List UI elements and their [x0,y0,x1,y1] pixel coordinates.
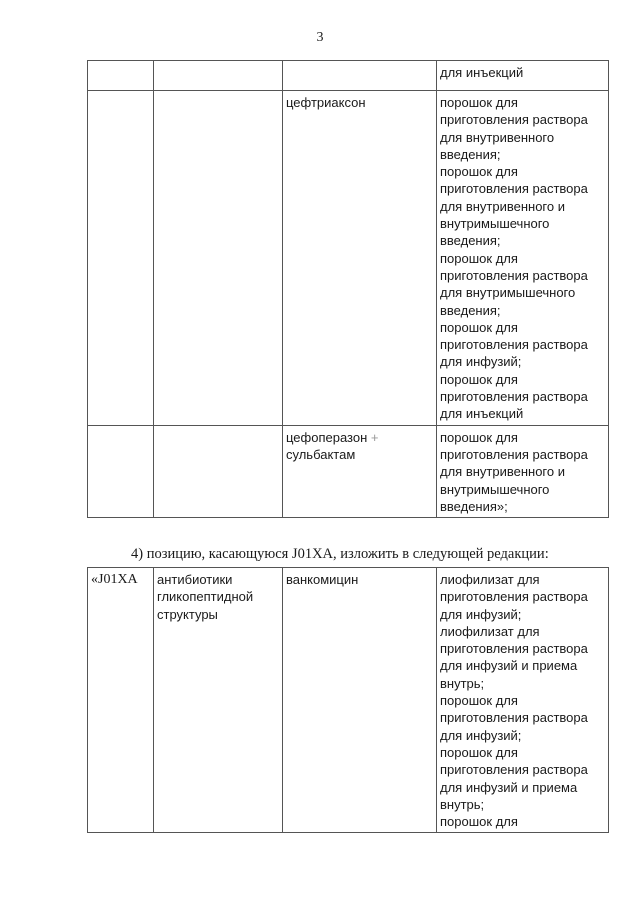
form-line: приготовления раствора [440,710,588,726]
forms-cell [437,568,609,833]
group-cell [154,91,283,426]
group-cell [154,61,283,91]
code-cell [88,61,154,91]
form-line: введения»; [440,498,508,514]
group-cell [154,425,283,517]
forms-cell [437,61,609,91]
form-line: для инфузий и приема [440,658,578,674]
code-cell [88,91,154,426]
table-row [88,91,609,426]
form-line: внутримышечного [440,216,550,232]
form-line: для внутривенного и [440,464,565,480]
drug-name-line2: сульбактам [286,446,356,462]
drug-table-j01xa [87,567,609,833]
form-line: приготовления раствора [440,589,588,605]
form-line: лиофилизат для [440,572,540,587]
drug-table-continued [87,60,609,518]
table-row [88,425,609,517]
form-line: порошок для [440,371,518,387]
form-line: приготовления раствора [440,762,588,778]
form-line: приготовления раствора [440,446,588,462]
form-line: порошок для [440,429,518,445]
form-line: приготовления раствора [440,181,588,197]
form-line: порошок для [440,250,518,266]
form-line: приготовления раствора [440,267,588,283]
code-cell [88,425,154,517]
form-line: антибиотики [157,572,233,587]
table-row [88,568,609,833]
form-line: для инъекций [440,65,524,80]
forms-cell [437,91,609,426]
forms-cell [437,425,609,517]
form-line: для инъекций [440,406,524,422]
drug-cell [283,61,437,91]
form-line: для инфузий; [440,727,522,743]
form-line: порошок для [440,744,518,760]
form-line: введения; [440,233,501,249]
code-cell [88,568,154,833]
form-line: порошок для [440,814,518,830]
drug-name: ванкомицин [286,572,359,587]
page-number: 3 [316,30,324,45]
drug-cell [283,91,437,426]
form-line: приготовления раствора [440,112,588,128]
plus-sign: + [370,429,379,445]
form-line: порошок для [440,95,518,110]
form-line: лиофилизат для [440,623,540,639]
form-line: порошок для [440,693,518,709]
form-line: введения; [440,302,501,318]
table-row [88,61,609,91]
form-line: гликопептидной [157,589,254,605]
form-line: для внутримышечного [440,285,576,301]
form-line: для инфузий; [440,606,522,622]
form-line: для инфузий и приема [440,779,578,795]
form-line: структуры [157,606,218,622]
atc-code: «J01XA [91,572,138,587]
form-line: приготовления раствора [440,389,588,405]
form-line: внутрь; [440,675,485,691]
group-cell [154,568,283,833]
form-line: для внутривенного и [440,198,565,214]
form-line: введения; [440,146,501,162]
drug-name: цефоперазон + [286,429,379,445]
form-line: порошок для [440,319,518,335]
form-line: порошок для [440,164,518,180]
drug-name: цефтриаксон [286,95,366,110]
form-line: для инфузий; [440,354,522,370]
form-line: приготовления раствора [440,641,588,657]
form-line: внутрь; [440,796,485,812]
form-line: приготовления раствора [440,337,588,353]
amendment-paragraph: 4) позицию, касающуюся J01XA, изложить в следующей редакции: [131,546,549,562]
drug-cell [283,425,437,517]
form-line: для внутривенного [440,129,555,145]
form-line: внутримышечного [440,481,550,497]
drug-cell [283,568,437,833]
